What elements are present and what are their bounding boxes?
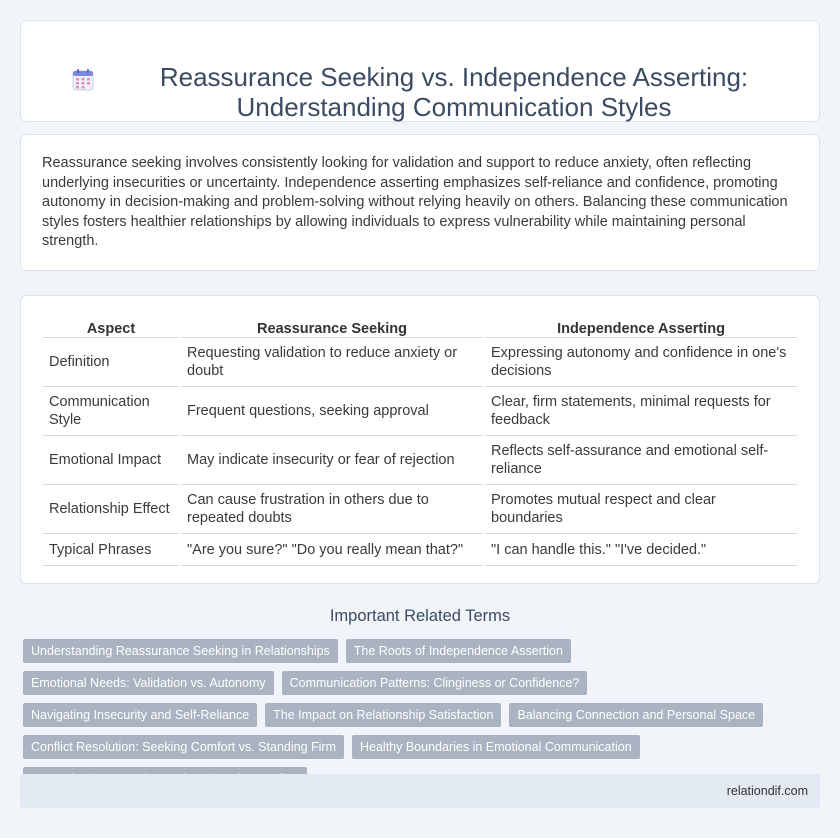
related-term-tag[interactable]: Conflict Resolution: Seeking Comfort vs. Standing Firm: [23, 735, 344, 759]
related-terms-heading: Important Related Terms: [329, 607, 511, 625]
page-title: Reassurance Seeking vs. Independence Asserting: Understanding Communication Styles: [159, 62, 749, 122]
related-term-tag[interactable]: Healthy Boundaries in Emotional Communication: [352, 735, 640, 759]
row-reassurance: Can cause frustration in others due to repeated doubts: [181, 485, 483, 534]
comparison-card: [20, 295, 820, 584]
row-reassurance: Frequent questions, seeking approval: [181, 387, 483, 436]
footer-site-link[interactable]: relationdif.com: [726, 784, 808, 798]
table-row: [43, 387, 797, 436]
row-aspect: Relationship Effect: [43, 485, 179, 534]
header-aspect: Aspect: [43, 316, 179, 338]
title-card: [20, 20, 820, 122]
row-reassurance: Requesting validation to reduce anxiety or doubt: [181, 338, 483, 387]
related-term-tag[interactable]: Navigating Insecurity and Self-Reliance: [23, 703, 257, 727]
row-independence: Clear, firm statements, minimal requests for feedback: [485, 387, 797, 436]
header-reassurance-seeking: Reassurance Seeking: [181, 316, 483, 338]
related-term-tag[interactable]: Communication Patterns: Clinginess or Confidence?: [282, 671, 588, 695]
table-row: [43, 485, 797, 534]
table-row: [43, 534, 797, 566]
row-independence: "I can handle this." "I've decided.": [485, 534, 797, 566]
related-term-tag[interactable]: The Roots of Independence Assertion: [346, 639, 571, 663]
row-independence: Reflects self-assurance and emotional self-reliance: [485, 436, 797, 485]
row-reassurance: May indicate insecurity or fear of rejection: [181, 436, 483, 485]
related-term-tag[interactable]: Balancing Connection and Personal Space: [509, 703, 763, 727]
row-independence: Expressing autonomy and confidence in one's decisions: [485, 338, 797, 387]
row-aspect: Emotional Impact: [43, 436, 179, 485]
table-header-row: [43, 316, 797, 338]
row-aspect: Definition: [43, 338, 179, 387]
comparison-table: [41, 316, 799, 566]
row-reassurance: "Are you sure?" "Do you really mean that?": [181, 534, 483, 566]
related-terms-list: [23, 639, 803, 791]
table-row: [43, 436, 797, 485]
row-independence: Promotes mutual respect and clear boundaries: [485, 485, 797, 534]
row-aspect: Communication Style: [43, 387, 179, 436]
related-term-tag[interactable]: Emotional Needs: Validation vs. Autonomy: [23, 671, 274, 695]
header-independence-asserting: Independence Asserting: [485, 316, 797, 338]
related-term-tag[interactable]: The Impact on Relationship Satisfaction: [265, 703, 501, 727]
related-term-tag[interactable]: Understanding Reassurance Seeking in Relationships: [23, 639, 338, 663]
calendar-icon: [71, 68, 95, 92]
table-row: [43, 338, 797, 387]
intro-card: [20, 134, 820, 271]
intro-paragraph: Reassurance seeking involves consistently looking for validation and support to reduce anxiety, often reflecting underlying insecurities or uncertainty. Independence asserting emphasizes self-reliance and confidence, promoting autonomy in decision-making and problem-solving without relying heavily on others. Balancing these communication styles fosters healthier relationships by allowing individuals to express vulnerability while maintaining personal strength.: [42, 155, 788, 249]
row-aspect: Typical Phrases: [43, 534, 179, 566]
footer: [20, 774, 820, 808]
